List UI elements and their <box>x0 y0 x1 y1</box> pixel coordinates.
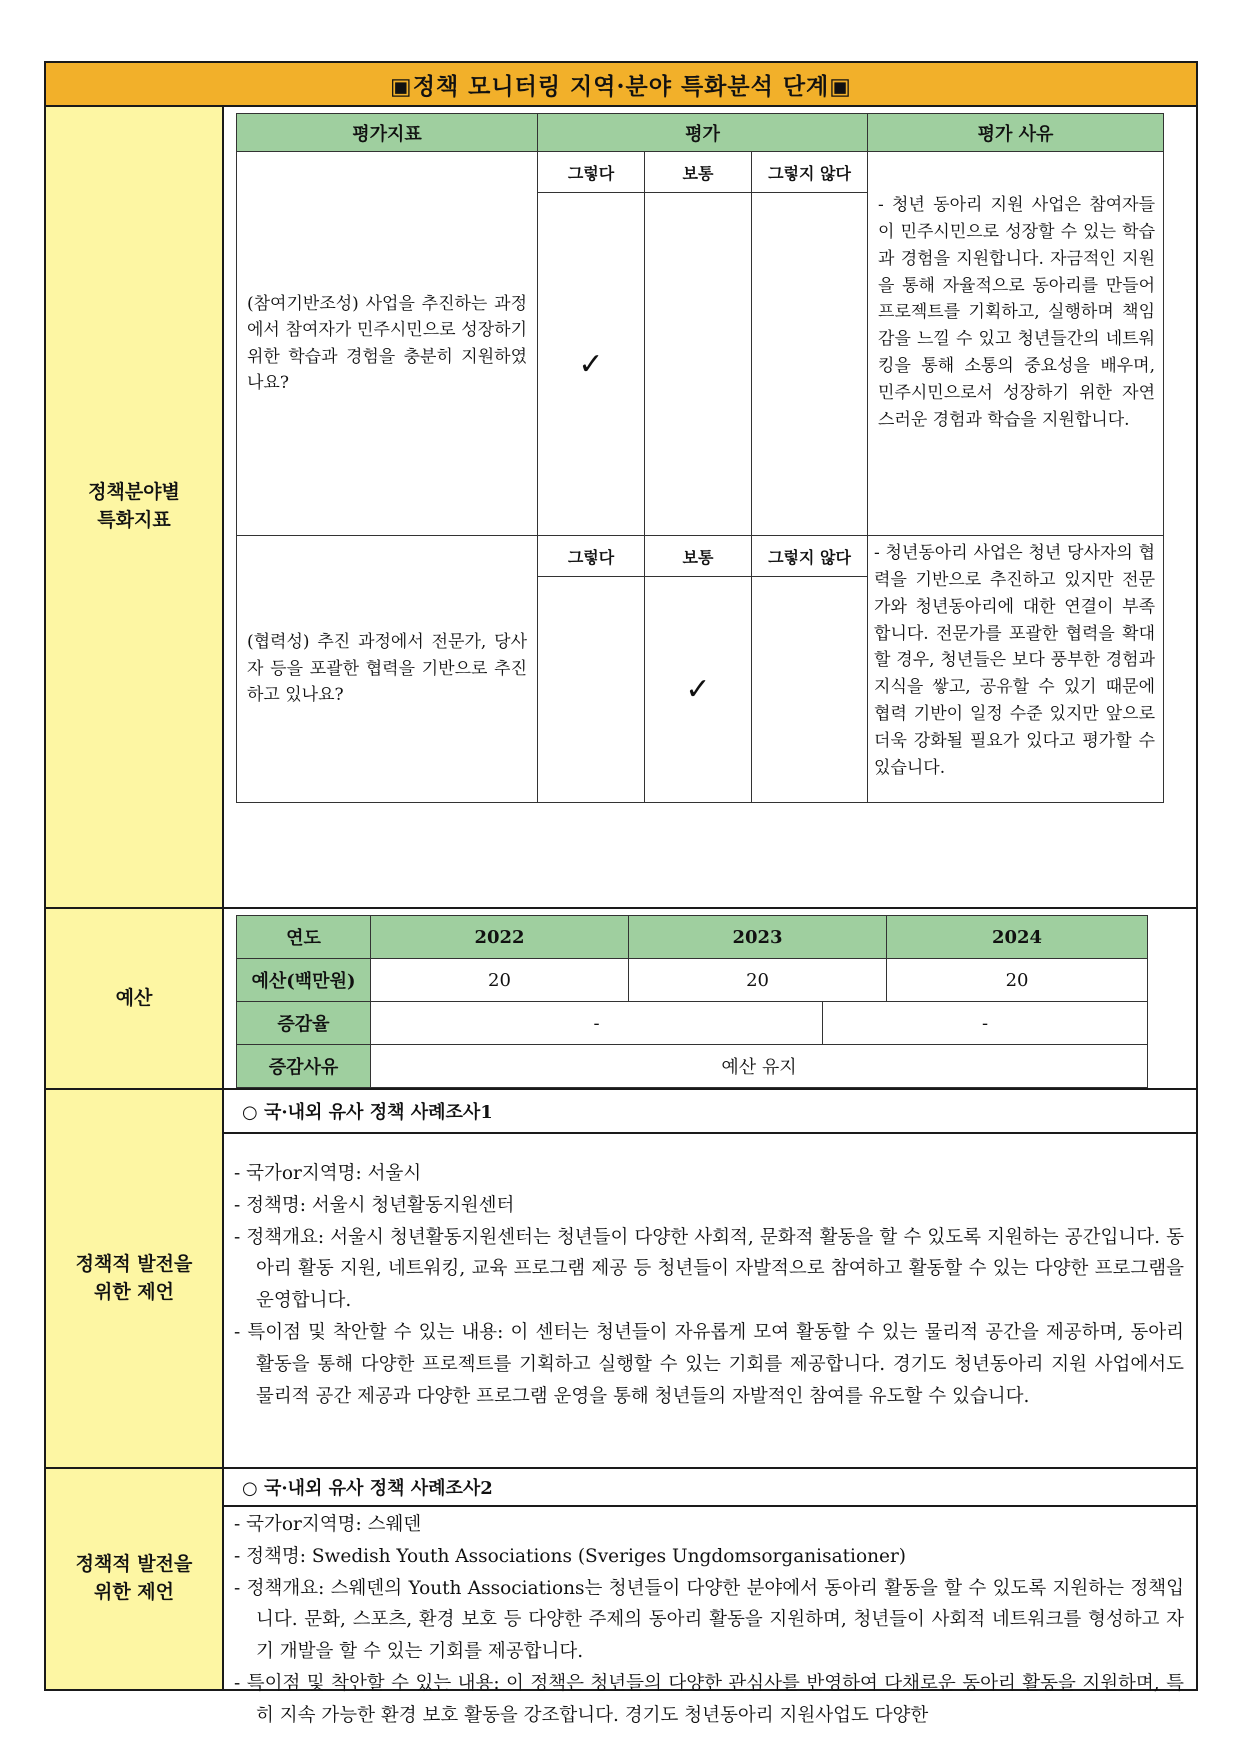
amount-2023: 20 <box>629 959 887 1002</box>
option-label: 그렇다 <box>538 536 645 577</box>
rating-cell-yes[interactable] <box>538 577 645 803</box>
evaluation-table <box>236 113 1164 803</box>
budget-reason: 예산 유지 <box>371 1045 1148 1088</box>
option-label: 보통 <box>645 152 752 193</box>
indicator-section <box>224 107 1196 907</box>
rating-cell-yes[interactable] <box>538 193 645 536</box>
case-policy-name: - 정책명: 서울시 청년활동지원센터 <box>234 1194 515 1216</box>
case-policy-name: - 정책명: Swedish Youth Associations (Sveriges Ungdomsorganisationer) <box>234 1545 907 1567</box>
policy-monitoring-form <box>44 61 1198 1726</box>
case-study-content-2 <box>234 1509 1184 1732</box>
header-indicator: 평가지표 <box>237 114 538 152</box>
budget-section <box>224 909 1196 1088</box>
year-2024: 2024 <box>887 916 1148 959</box>
rate-2024: - <box>823 1002 1148 1045</box>
header-rating: 평가 <box>538 114 868 152</box>
rating-cell-no[interactable] <box>752 193 868 536</box>
case-study-2 <box>224 1469 1196 1726</box>
case-study-heading-1: ○ 국·내외 유사 정책 사례조사1 <box>224 1090 1196 1134</box>
indicator-question-1: (참여기반조성) 사업을 추진하는 과정에서 참여자가 민주시민으로 성장하기 위한 학습과 경험을 충분히 지원하였나요? <box>237 152 538 536</box>
year-2022: 2022 <box>371 916 629 959</box>
case-country: - 국가or지역명: 서울시 <box>234 1163 422 1184</box>
header-reason: 평가 사유 <box>868 114 1164 152</box>
case-study-1 <box>224 1090 1196 1467</box>
budget-section-label: 예산 <box>46 909 224 1088</box>
year-label: 연도 <box>237 916 371 959</box>
form-title: ▣정책 모니터링 지역·분야 특화분석 단계▣ <box>46 63 1196 107</box>
case-study-heading-2: ○ 국·내외 유사 정책 사례조사2 <box>224 1469 1196 1507</box>
option-label: 그렇지 않다 <box>752 152 868 193</box>
amount-2022: 20 <box>371 959 629 1002</box>
case-overview: - 정책개요: 서울시 청년활동지원센터는 청년들이 다양한 사회적, 문화적 활동을 할 수 있도록 지원하는 공간입니다. 동아리 활동 지원, 네트워킹, 교육 프로그램 제공 등 청년들이 자발적으로 참여하고 활동할 수 있는 다양한 프로그램을 운영합니다. <box>234 1226 1184 1312</box>
rate-2023: - <box>371 1002 823 1045</box>
proposal-section-label-2: 정책적 발전을 위한 제언 <box>46 1469 224 1689</box>
option-label: 그렇지 않다 <box>752 536 868 577</box>
budget-table <box>236 915 1148 1088</box>
evaluation-reason-2: - 청년동아리 사업은 청년 당사자의 협력을 기반으로 추진하고 있지만 전문가와 청년동아리에 대한 연결이 부족합니다. 전문가를 포괄한 협력을 확대할 경우, 청년들은 보다 풍부한 경험과 지식을 쌓고, 공유할 수 있기 때문에 협력 기반이 일정 수준 있지만 앞으로 더욱 강화될 필요가 있다고 평가할 수 있습니다. <box>868 536 1164 803</box>
amount-label: 예산(백만원) <box>237 959 371 1002</box>
check-mark-icon: ✓ <box>578 346 604 382</box>
option-label: 보통 <box>645 536 752 577</box>
case-overview: - 정책개요: 스웨덴의 Youth Associations는 청년들이 다양한 분야에서 동아리 활동을 할 수 있도록 지원하는 정책입니다. 문화, 스포츠, 환경 보호 등 다양한 주제의 동아리 활동을 지원하며, 청년들이 사회적 네트워크를 형성하고 자기 개발을 할 수 있는 기회를 제공합니다. <box>234 1577 1184 1663</box>
case-notes: - 특이점 및 착안할 수 있는 내용: 이 센터는 청년들이 자유롭게 모여 활동할 수 있는 물리적 공간을 제공하며, 동아리 활동을 통해 다양한 프로젝트를 기획하고 실행할 수 있는 기회를 제공합니다. 경기도 청년동아리 지원 사업에서도 물리적 공간 제공과 다양한 프로그램 운영을 통해 청년들의 자발적인 참여를 유도할 수 있습니다. <box>234 1322 1184 1407</box>
reason-label: 증감사유 <box>237 1045 371 1088</box>
rating-cell-neutral[interactable] <box>645 577 752 803</box>
proposal-section-label-1: 정책적 발전을 위한 제언 <box>46 1090 224 1467</box>
option-label: 그렇다 <box>538 152 645 193</box>
rating-cell-no[interactable] <box>752 577 868 803</box>
rating-cell-neutral[interactable] <box>645 193 752 536</box>
indicator-question-2: (협력성) 추진 과정에서 전문가, 당사자 등을 포괄한 협력을 기반으로 추진하고 있나요? <box>237 536 538 803</box>
amount-2024: 20 <box>887 959 1148 1002</box>
indicator-section-label: 정책분야별 특화지표 <box>46 107 224 907</box>
check-mark-icon: ✓ <box>685 672 711 707</box>
case-notes: - 특이점 및 착안할 수 있는 내용: 이 정책은 청년들의 다양한 관심사를 반영하여 다채로운 동아리 활동을 지원하며, 특히 지속 가능한 환경 보호 활동을 강조합니다. 경기도 청년동아리 지원사업도 다양한 <box>234 1673 1184 1726</box>
rate-label: 증감율 <box>237 1002 371 1045</box>
case-study-content-1 <box>234 1158 1184 1413</box>
case-country: - 국가or지역명: 스웨덴 <box>234 1514 422 1535</box>
evaluation-reason-1: - 청년 동아리 지원 사업은 참여자들이 민주시민으로 성장할 수 있는 학습과 경험을 지원합니다. 자금적인 지원을 통해 자율적으로 동아리를 만들어 프로젝트를 기획하고, 실행하며 책임감을 느낄 수 있고 청년들간의 네트워킹을 통해 소통의 중요성을 배우며, 민주시민으로서 성장하기 위한 자연스러운 경험과 학습을 지원합니다. <box>868 152 1164 536</box>
year-2023: 2023 <box>629 916 887 959</box>
